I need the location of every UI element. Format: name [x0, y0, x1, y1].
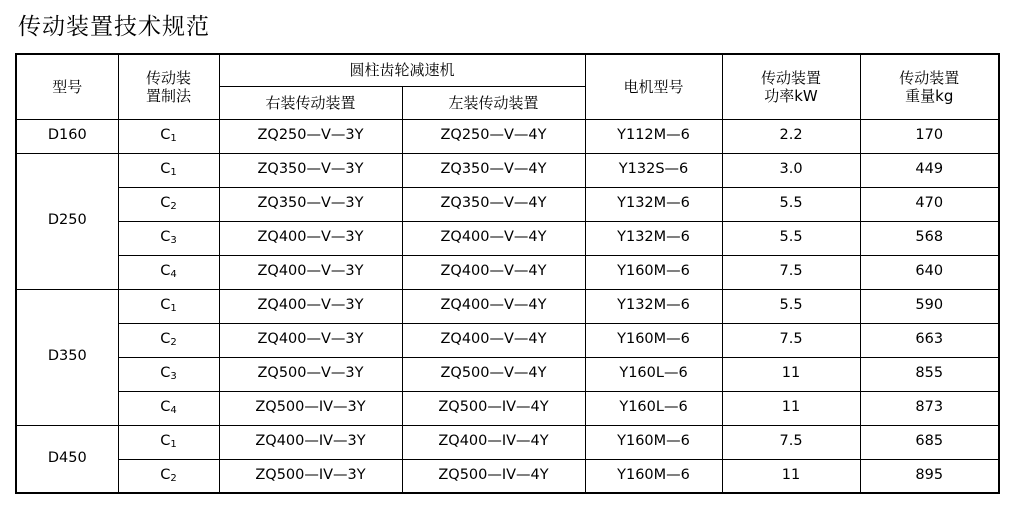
header-weight-line2: 重量kg: [905, 86, 954, 105]
left-cell: ZQ350—V—4Y: [402, 153, 585, 187]
header-weight: [860, 54, 999, 119]
model-cell: D450: [16, 425, 118, 493]
method-letter: C: [160, 331, 171, 347]
header-model: 型号: [16, 54, 118, 119]
method-cell: [118, 357, 219, 391]
motor-cell: Y160L—6: [585, 391, 722, 425]
page-title: 传动装置技术规范: [18, 14, 210, 40]
power-cell: 3.0: [722, 153, 860, 187]
table-row: [16, 187, 999, 221]
method-letter: C: [160, 263, 171, 279]
left-cell: ZQ500—IV—4Y: [402, 391, 585, 425]
method-cell: [118, 425, 219, 459]
power-cell: 5.5: [722, 221, 860, 255]
method-letter: C: [160, 195, 171, 211]
weight-cell: 663: [860, 323, 999, 357]
motor-cell: Y160M—6: [585, 323, 722, 357]
header-left: 左装传动装置: [402, 86, 585, 119]
method-letter: C: [160, 433, 171, 449]
table-row: [16, 357, 999, 391]
method-subscript: 3: [170, 235, 177, 246]
right-cell: ZQ350—V—3Y: [219, 153, 402, 187]
left-cell: ZQ500—IV—4Y: [402, 459, 585, 493]
table-row: [16, 119, 999, 153]
right-cell: ZQ500—IV—3Y: [219, 459, 402, 493]
left-cell: ZQ250—V—4Y: [402, 119, 585, 153]
left-cell: ZQ350—V—4Y: [402, 187, 585, 221]
right-cell: ZQ400—IV—3Y: [219, 425, 402, 459]
method-cell: [118, 459, 219, 493]
motor-cell: Y132M—6: [585, 221, 722, 255]
header-method-line1: 传动装: [145, 68, 191, 87]
power-cell: 5.5: [722, 289, 860, 323]
right-cell: ZQ350—V—3Y: [219, 187, 402, 221]
header-method-line2: 置制法: [145, 86, 191, 105]
weight-cell: 449: [860, 153, 999, 187]
method-letter: C: [160, 127, 171, 143]
right-cell: ZQ250—V—3Y: [219, 119, 402, 153]
left-cell: ZQ400—V—4Y: [402, 323, 585, 357]
method-letter: C: [160, 161, 171, 177]
model-cell: D160: [16, 119, 118, 153]
table-row: [16, 221, 999, 255]
header-reducer-group: 圆柱齿轮减速机: [219, 54, 585, 86]
motor-cell: Y160M—6: [585, 459, 722, 493]
header-power-line2: 功率kW: [764, 86, 818, 105]
header-right: 右装传动装置: [219, 86, 402, 119]
method-cell: [118, 289, 219, 323]
header-motor: 电机型号: [585, 54, 722, 119]
table-row: [16, 425, 999, 459]
left-cell: ZQ400—V—4Y: [402, 255, 585, 289]
method-letter: C: [160, 365, 171, 381]
right-cell: ZQ400—V—3Y: [219, 323, 402, 357]
model-cell: D350: [16, 289, 118, 425]
motor-cell: Y160M—6: [585, 425, 722, 459]
motor-cell: Y132M—6: [585, 289, 722, 323]
spec-table: [15, 53, 1000, 494]
power-cell: 7.5: [722, 323, 860, 357]
power-cell: 2.2: [722, 119, 860, 153]
method-cell: [118, 255, 219, 289]
method-subscript: 1: [170, 167, 177, 178]
method-subscript: 1: [170, 303, 177, 314]
method-cell: [118, 323, 219, 357]
weight-cell: 568: [860, 221, 999, 255]
method-subscript: 1: [170, 439, 177, 450]
table-row: [16, 153, 999, 187]
power-cell: 7.5: [722, 425, 860, 459]
weight-cell: 470: [860, 187, 999, 221]
method-subscript: 4: [170, 269, 177, 280]
right-cell: ZQ400—V—3Y: [219, 255, 402, 289]
power-cell: 5.5: [722, 187, 860, 221]
table-row: [16, 323, 999, 357]
left-cell: ZQ400—IV—4Y: [402, 425, 585, 459]
weight-cell: 685: [860, 425, 999, 459]
motor-cell: Y112M—6: [585, 119, 722, 153]
method-subscript: 3: [170, 371, 177, 382]
left-cell: ZQ400—V—4Y: [402, 221, 585, 255]
right-cell: ZQ500—IV—3Y: [219, 391, 402, 425]
weight-cell: 170: [860, 119, 999, 153]
weight-cell: 855: [860, 357, 999, 391]
header-power-line1: 传动装置: [761, 68, 822, 87]
right-cell: ZQ400—V—3Y: [219, 221, 402, 255]
method-letter: C: [160, 466, 171, 483]
header-weight-line1: 传动装置: [899, 68, 960, 87]
method-subscript: 2: [170, 201, 177, 212]
left-cell: ZQ400—V—4Y: [402, 289, 585, 323]
power-cell: 11: [722, 459, 860, 493]
method-subscript: 1: [170, 133, 177, 144]
table-row: [16, 459, 999, 493]
method-letter: C: [160, 297, 171, 313]
weight-cell: 590: [860, 289, 999, 323]
method-cell: [118, 221, 219, 255]
motor-cell: Y160M—6: [585, 255, 722, 289]
method-subscript: 2: [170, 472, 177, 484]
method-letter: C: [160, 229, 171, 245]
method-cell: [118, 391, 219, 425]
motor-cell: Y132M—6: [585, 187, 722, 221]
power-cell: 11: [722, 357, 860, 391]
method-subscript: 2: [170, 337, 177, 348]
power-cell: 7.5: [722, 255, 860, 289]
motor-cell: Y160L—6: [585, 357, 722, 391]
weight-cell: 873: [860, 391, 999, 425]
right-cell: ZQ400—V—3Y: [219, 289, 402, 323]
header-method: [118, 54, 219, 119]
left-cell: ZQ500—V—4Y: [402, 357, 585, 391]
method-cell: [118, 153, 219, 187]
table-row: [16, 255, 999, 289]
method-cell: [118, 187, 219, 221]
right-cell: ZQ500—V—3Y: [219, 357, 402, 391]
method-letter: C: [160, 399, 171, 415]
method-cell: [118, 119, 219, 153]
table-row: [16, 391, 999, 425]
method-subscript: 4: [170, 405, 177, 416]
weight-cell: 895: [860, 459, 999, 493]
weight-cell: 640: [860, 255, 999, 289]
power-cell: 11: [722, 391, 860, 425]
motor-cell: Y132S—6: [585, 153, 722, 187]
table-row: [16, 289, 999, 323]
header-power: [722, 54, 860, 119]
model-cell: D250: [16, 153, 118, 289]
